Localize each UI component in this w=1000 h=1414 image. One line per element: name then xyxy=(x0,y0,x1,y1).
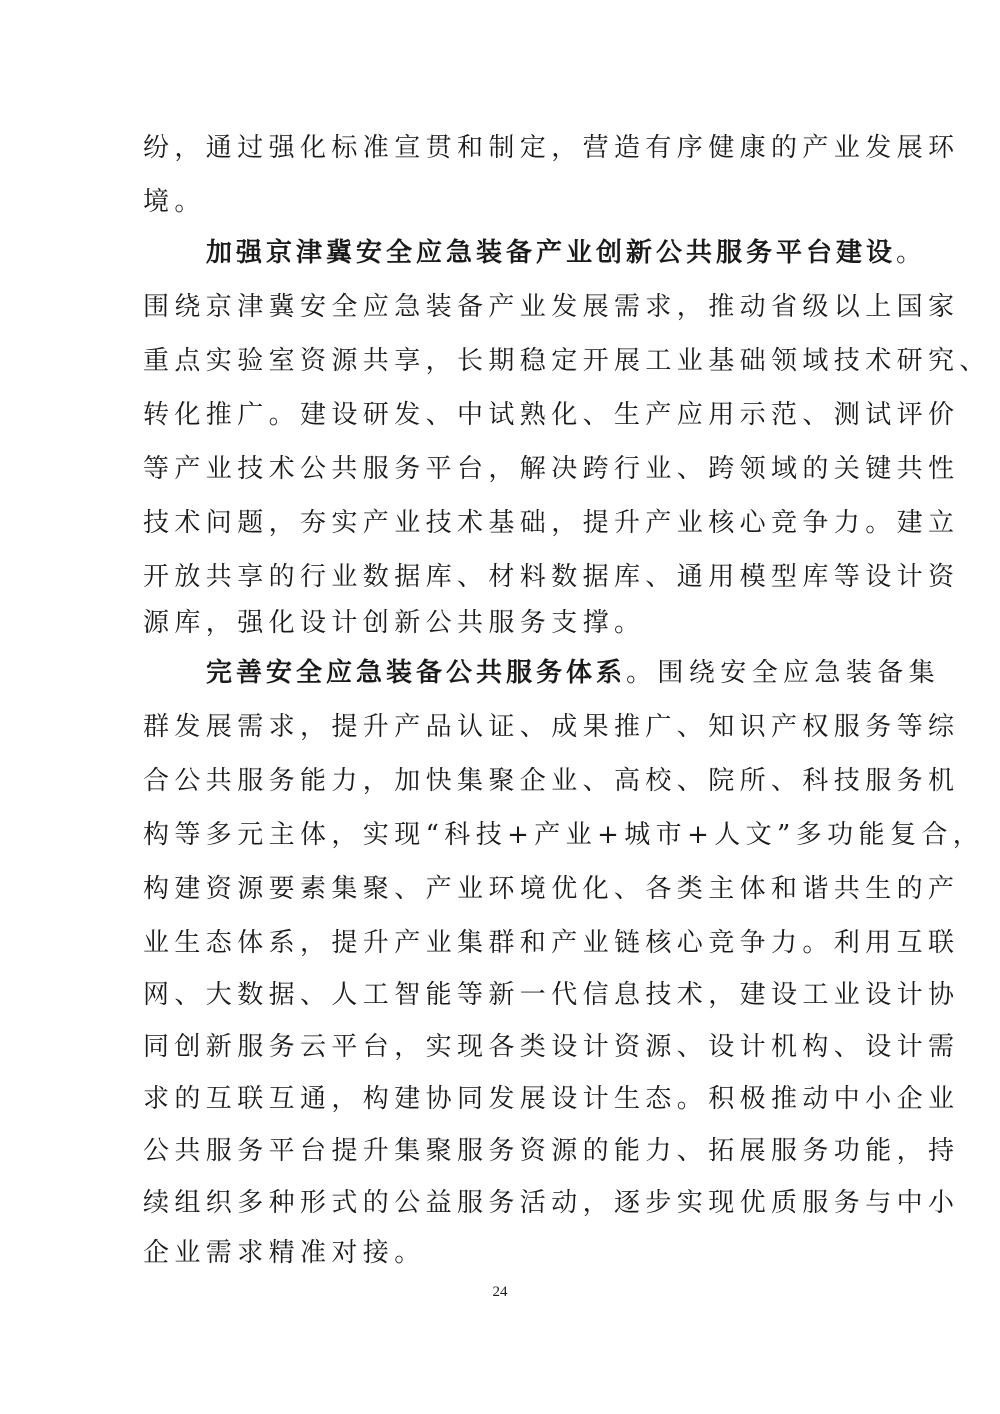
paragraph-2-heading: 加强京津冀安全应急装备产业创新公共服务平台建设 xyxy=(206,238,897,268)
paragraph-3-line-9: 公共服务平台提升集聚服务资源的能力、拓展服务功能，持 xyxy=(143,1136,960,1166)
page-number: 24 xyxy=(492,1284,508,1300)
paragraph-3-line-8: 求的互联互通，构建协同发展设计生态。积极推动中小企业 xyxy=(143,1084,960,1114)
paragraph-2-line-2: 重点实验室资源共享，长期稳定开展工业基础领域技术研究、 xyxy=(143,346,991,376)
paragraph-3-line-2: 合公共服务能力，加快集聚企业、高校、院所、科技服务机 xyxy=(143,766,960,796)
paragraph-2-line-5: 技术问题，夯实产业技术基础，提升产业核心竞争力。建立 xyxy=(143,508,960,538)
paragraph-3-line-11: 企业需求精准对接。 xyxy=(143,1238,426,1268)
paragraph-3-heading-line xyxy=(206,658,940,688)
paragraph-3-line-3: 构等多元主体，实现“科技+产业+城市+人文”多功能复合， xyxy=(143,820,985,850)
paragraph-2-line-4: 等产业技术公共服务平台，解决跨行业、跨领域的关键共性 xyxy=(143,454,960,484)
paragraph-3-line-6: 网、大数据、人工智能等新一代信息技术，建设工业设计协 xyxy=(143,980,960,1010)
paragraph-3-line-4: 构建资源要素集聚、产业环境优化、各类主体和谐共生的产 xyxy=(143,874,960,904)
paragraph-2-line-3: 转化推广。建设研发、中试熟化、生产应用示范、测试评价 xyxy=(143,400,960,430)
paragraph-3-line-5: 业生态体系，提升产业集群和产业链核心竞争力。利用互联 xyxy=(143,928,960,958)
paragraph-2-line-1: 围绕京津冀安全应急装备产业发展需求，推动省级以上国家 xyxy=(143,292,960,322)
paragraph-3-line-10: 续组织多种形式的公益服务活动，逐步实现优质服务与中小 xyxy=(143,1188,960,1218)
paragraph-2-heading-punct: 。 xyxy=(896,238,928,268)
paragraph-1-line-2: 境。 xyxy=(143,187,206,217)
paragraph-2-line-6: 开放共享的行业数据库、材料数据库、通用模型库等设计资 xyxy=(143,562,960,592)
paragraph-2-heading-line xyxy=(206,238,927,268)
paragraph-3-line-1: 群发展需求，提升产品认证、成果推广、知识产权服务等综 xyxy=(143,712,960,742)
paragraph-1-line-1: 纷，通过强化标准宣贯和制定，营造有序健康的产业发展环 xyxy=(143,133,960,163)
paragraph-3-heading: 完善安全应急装备公共服务体系 xyxy=(206,658,627,688)
paragraph-3-line-7: 同创新服务云平台，实现各类设计资源、设计机构、设计需 xyxy=(143,1032,960,1062)
paragraph-2-line-7: 源库，强化设计创新公共服务支撑。 xyxy=(143,608,646,638)
paragraph-3-first-line-rest: 。围绕安全应急装备集 xyxy=(626,658,941,688)
